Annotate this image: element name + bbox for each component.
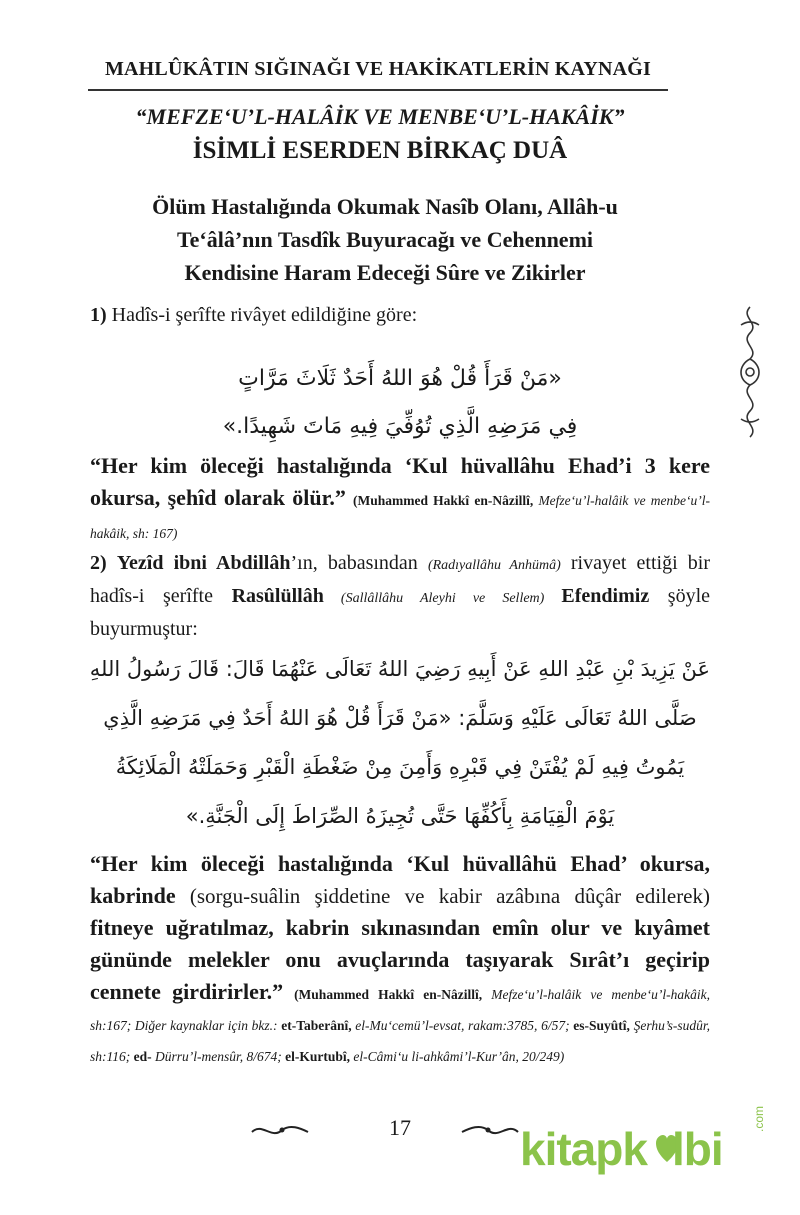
work-title-italic: “MEFZE‘U’L-HALÂİK VE MENBE‘U’L-HAKÂİK” [135, 104, 625, 129]
item1-quote-text: “Her kim öleceği hastalığında ‘Kul hüvallâhu Ehad’i 3 kere okursa, şehîd olarak ölür.” [90, 453, 710, 510]
page-number: 17 [389, 1115, 411, 1140]
item1-number: 1) [90, 304, 107, 326]
item1-intro [90, 300, 710, 330]
watermark-text: kitapk [520, 1123, 647, 1175]
source-author: el-Kurtubî, [285, 1049, 351, 1064]
watermark-text: lbi [672, 1123, 723, 1175]
footer-flourish-right-icon [460, 1120, 520, 1142]
arabic-line: «مَنْ قَرَأَ قُلْ هُوَ اللهُ أَحَدٌ ثَلَاثَ مَرَّاتٍ [238, 366, 562, 391]
item2-text: şöyle buyurmuştur: [90, 585, 711, 640]
page-footer [250, 1110, 550, 1150]
source-text: el-Mu‘cemü’l-evsat, rakam:3785, 6/57; [351, 1018, 574, 1033]
item2-number: 2) [90, 552, 107, 574]
item1-quote [90, 450, 710, 549]
item2-intro [90, 548, 710, 644]
source-text: Mefze‘u’l-halâik ve menbe‘u’l-hakâik, sh:167; Diğer kaynaklar için bkz.: [90, 987, 711, 1033]
section-heading-line: Te‘âlâ’nın Tasdîk Buyuracağı ve Cehennemi [176, 227, 594, 252]
arabic-line: يَوْمَ الْقِيَامَةِ بِأَكُفِّهَا حَتَّى تُجِيزَهُ الصِّرَاطَ إِلَى الْجَنَّةِ.» [185, 804, 615, 828]
item2-text: ’ın, babasından [290, 552, 428, 574]
running-header-title: MAHLÛKÂTIN SIĞINAĞI VE HAKİKATLERİN KAYNAĞI [88, 58, 668, 91]
item1-intro-text: Hadîs-i şerîfte rivâyet edildiğine göre: [106, 304, 418, 326]
efendimiz: Efendimiz [561, 585, 650, 607]
chapter-title: İSİMLİ ESERDEN BİRKAÇ DUÂ [192, 137, 568, 164]
source-author: et-Taberânî, [281, 1018, 352, 1033]
source-author: ed- [133, 1049, 152, 1064]
item2-quote [90, 848, 710, 1070]
watermark-suffix: .com [752, 1105, 766, 1132]
source-text: Şerhu’s-sudûr, sh:116; [90, 1018, 710, 1064]
item2-arabic-text [90, 645, 710, 841]
source-text: el-Câmi‘u li-ahkâmi’l-Kur’ân, 20/249) [350, 1049, 565, 1064]
item1-arabic-text [90, 355, 710, 451]
item2-quote-gloss: (sorgu-suâlin şiddetine ve kabir azâbına dûçâr edilerek) [175, 884, 710, 908]
source-author: es-Suyûtî, [573, 1018, 630, 1033]
arabic-line: عَنْ يَزِيدَ بْنِ عَبْدِ اللهِ عَنْ أَبِيهِ رَضِيَ اللهُ تَعَالَى عَنْهُمَا قَالَ: قَالَ رَسُولُ اللهِ [89, 657, 710, 681]
item1-source-work: Mefze‘u’l-halâik ve menbe‘u’l-hakâik, sh: 167) [90, 493, 710, 541]
arabic-line: صَلَّى اللهُ تَعَالَى عَلَيْهِ وَسَلَّمَ: «مَنْ قَرَأَ قُلْ هُوَ اللهُ أَحَدٌ فِي مَرَضِهِ الَّذِي [103, 706, 697, 730]
section-heading-line: Ölüm Hastalığında Okumak Nasîb Olanı, Allâh-u [152, 194, 618, 219]
footer-flourish-left-icon [250, 1120, 310, 1142]
salla-blessing: (Sallâllâhu Aleyhi ve Sellem) [323, 591, 562, 606]
radiy-blessing: (Radıyallâhu Anhümâ) [427, 558, 561, 573]
item2-narrator: Yezîd ibni Abdillâh [116, 552, 291, 574]
source-text: Dürru’l-mensûr, 8/674; [155, 1049, 286, 1064]
side-ornament-icon [735, 305, 765, 440]
section-heading [90, 190, 680, 289]
source-author: (Muhammed Hakkî en-Nâzillî, [294, 987, 483, 1002]
item2-text: rivayet ettiği bir hadîs-i şerîfte [90, 552, 711, 607]
section-heading-line: Kendisine Haram Edeceği Sûre ve Zikirler [184, 260, 586, 285]
watermark-logo [520, 1105, 770, 1182]
rasulullah: Rasûlüllâh [231, 585, 324, 607]
arabic-line: يَمُوتُ فِيهِ لَمْ يُفْتَنْ فِي قَبْرِهِ وَأَمِنَ مِنْ ضَغْطَةِ الْقَبْرِ وَحَمَلَتْهُ الْمَلَائِكَةُ [115, 755, 685, 779]
item2-quote-a: “Her kim öleceği hastalığında ‘Kul hüvallâhü Ehad’ okursa, kabrinde [90, 851, 710, 908]
arabic-line: فِي مَرَضِهِ الَّذِي تُوُفِّيَ فِيهِ مَاتَ شَهِيدًا.» [222, 414, 578, 439]
item1-source-author: (Muhammed Hakkî en-Nâzillî, [352, 493, 534, 508]
item2-quote-c: fitneye uğratılmaz, kabrin sıkınasından emîn olur ve kıyâmet gününde melekler onu avuçlarında taşıyarak Sırât’ı geçirip cennete girdirirler.” [90, 915, 710, 1004]
